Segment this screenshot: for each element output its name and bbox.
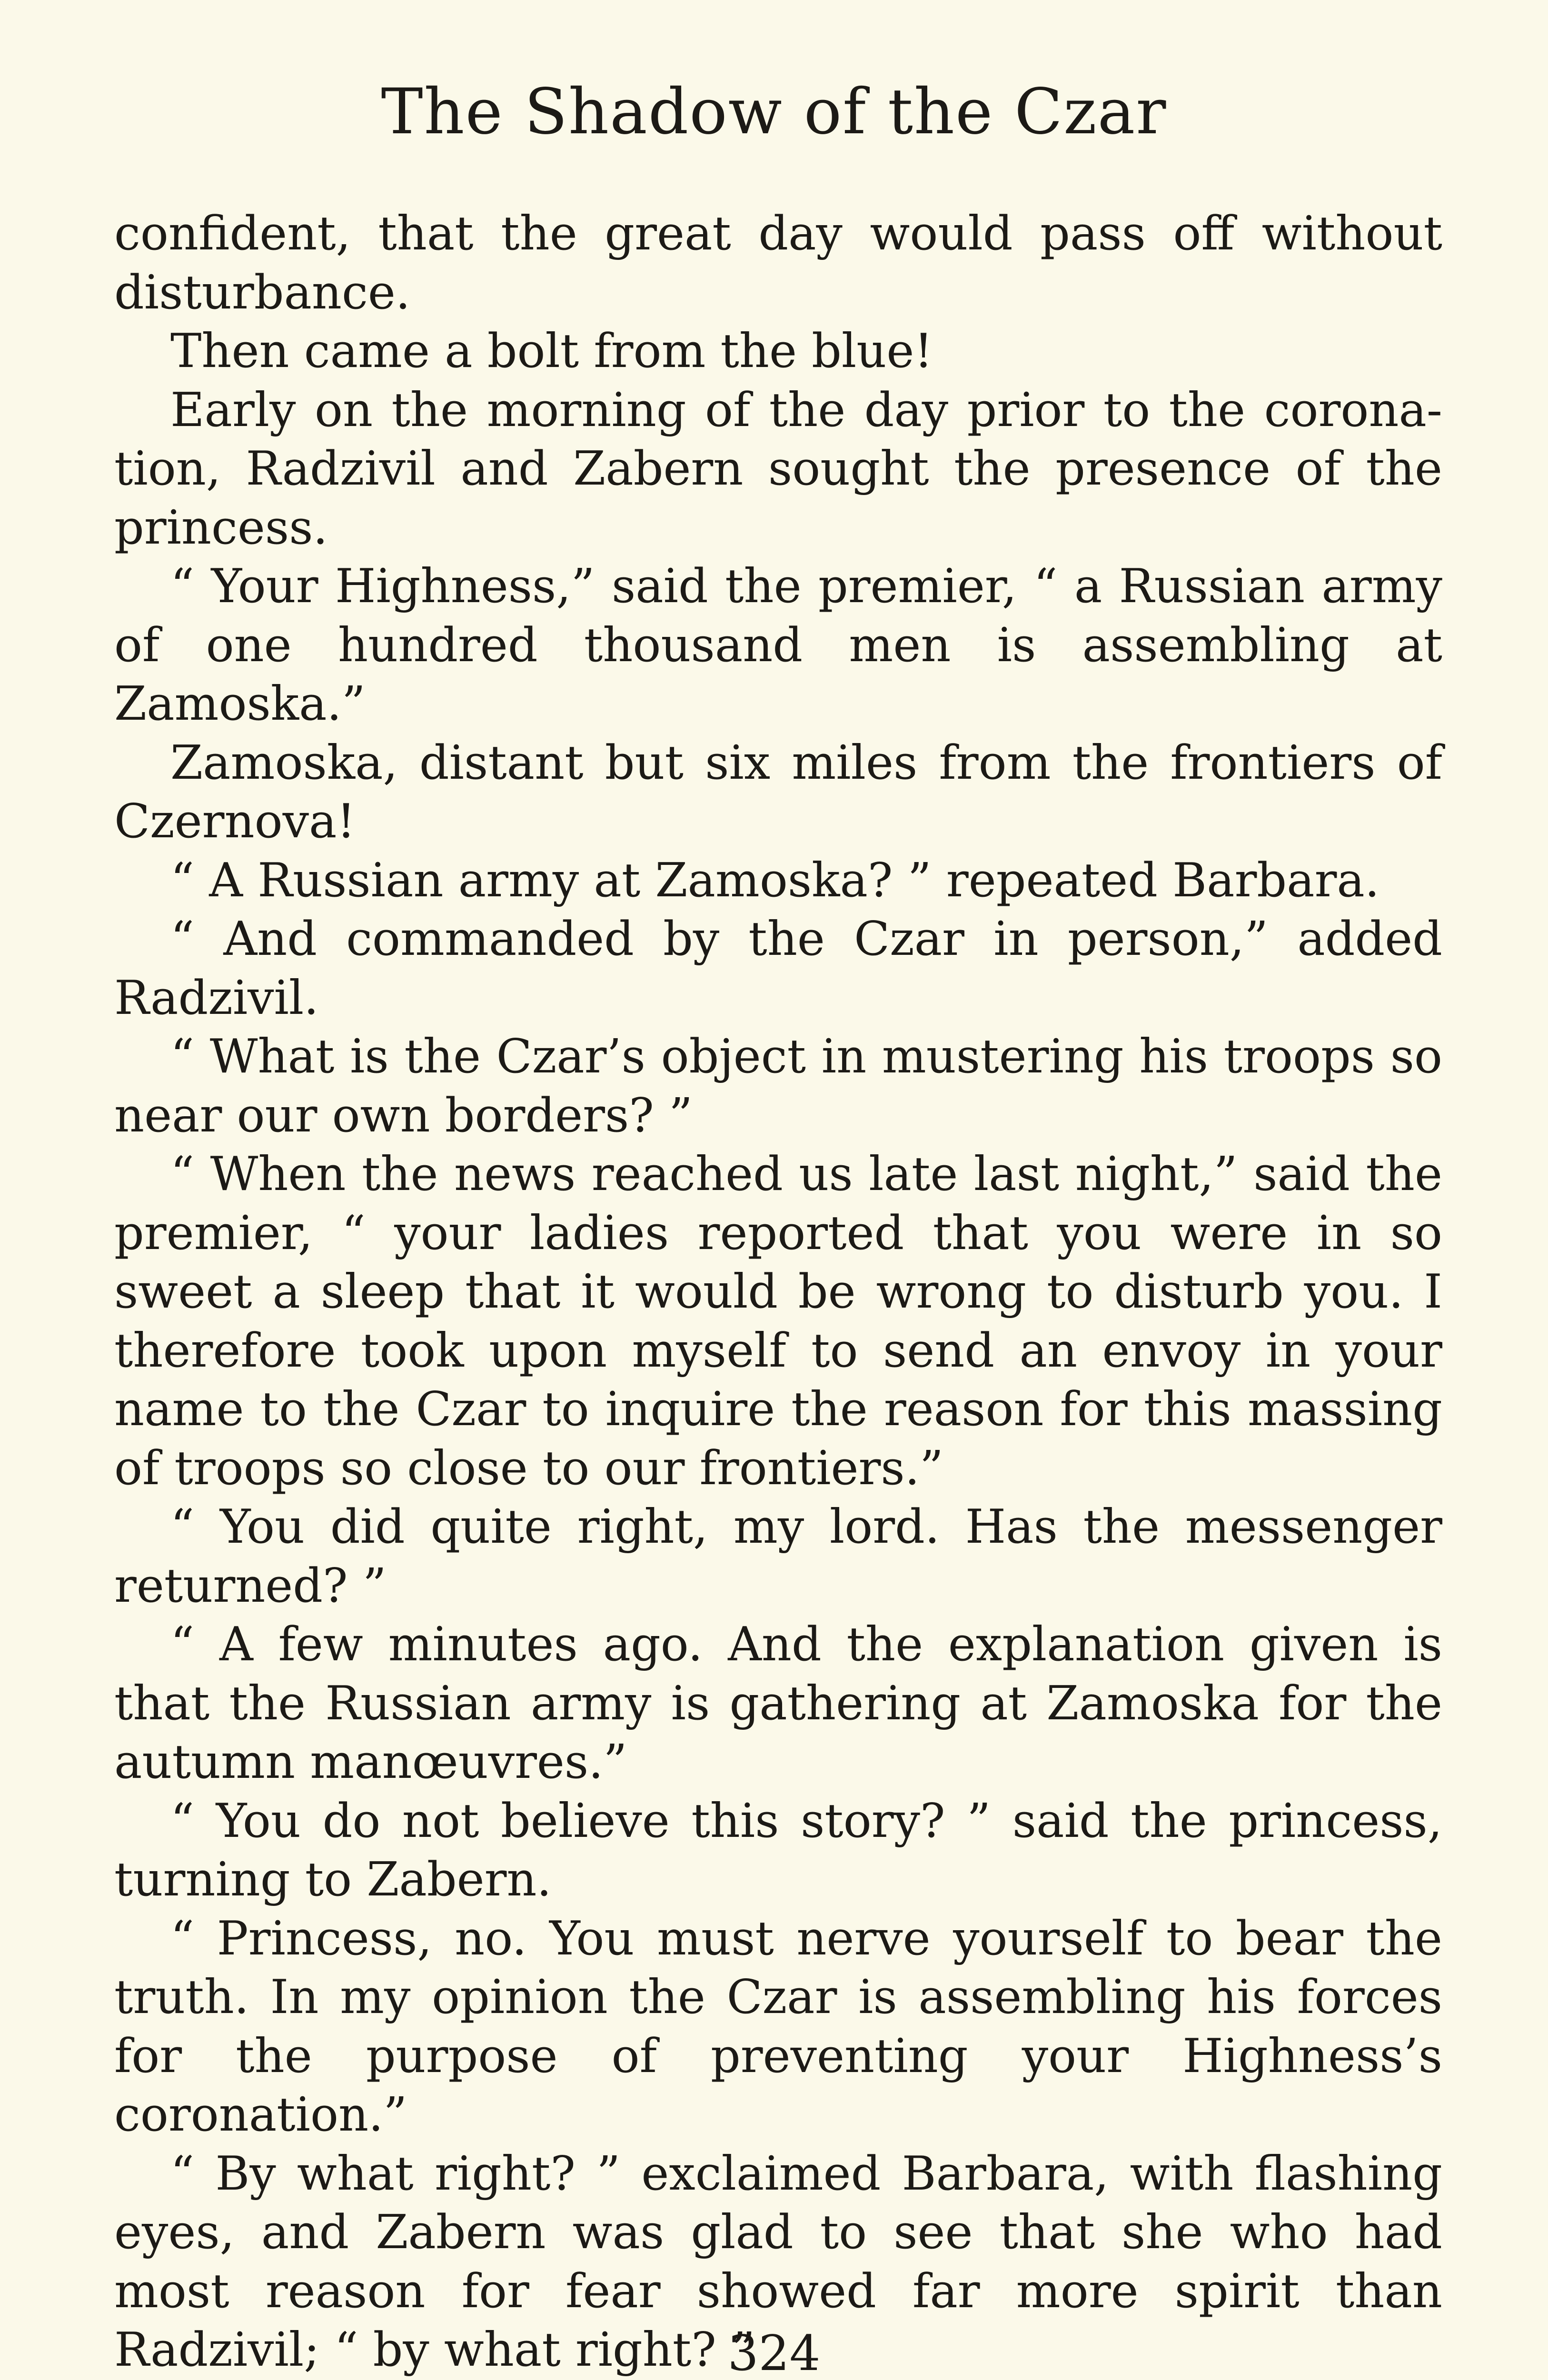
paragraph-14: “ By what right? ” exclaimed Barbara, with flashing eyes, and Zabern was glad to see that she who had most reason for fear showed far more spirit than Radzivil; “ by what right? ” [114, 2146, 1442, 2377]
paragraph-9: “ When the news reached us late last night,” said the premier, “ your ladies reported that you were in so sweet a sleep that it would be wrong to disturb you. I therefore took upon myself to send an envoy in your name to the Czar to inquire the reason for this massing of troops so close to our frontiers.” [114, 1147, 1442, 1496]
paragraph-2: Then came a bolt from the blue! [170, 324, 933, 378]
paragraph-1: confident, that the great day would pass off without disturbance. [114, 207, 1442, 320]
paragraph-10: “ You did quite right, my lord. Has the messenger returned? ” [114, 1500, 1442, 1613]
paragraph-3: Early on the morning of the day prior to the corona-tion, Radzivil and Zabern sought the presence of the princess. [114, 383, 1442, 555]
paragraph-12: “ You do not believe this story? ” said the princess, turning to Zabern. [114, 1794, 1442, 1907]
paragraph-6: “ A Russian army at Zamoska? ” repeated Barbara. [170, 853, 1380, 908]
paragraph-11: “ A few minutes ago. And the explanation given is that the Russian army is gathering at Zamoska for the autumn manœuvres.” [114, 1617, 1442, 1789]
paragraph-7: “ And commanded by the Czar in person,” added Radzivil. [114, 912, 1442, 1025]
page-number: 324 [727, 2325, 821, 2380]
paragraph-4: “ Your Highness,” said the premier, “ a Russian army of one hundred thousand men is assembling at Zamoska.” [114, 559, 1442, 731]
paragraph-5: Zamoska, distant but six miles from the frontiers of Czernova! [114, 735, 1442, 849]
running-title: The Shadow of the Czar [381, 75, 1167, 149]
paragraph-13: “ Princess, no. You must nerve yourself to bear the truth. In my opinion the Czar is assembling his forces for the purpose of preventing your Highness’s coronation.” [114, 1911, 1442, 2142]
paragraph-8: “ What is the Czar’s object in mustering his troops so near our own borders? ” [114, 1030, 1442, 1143]
